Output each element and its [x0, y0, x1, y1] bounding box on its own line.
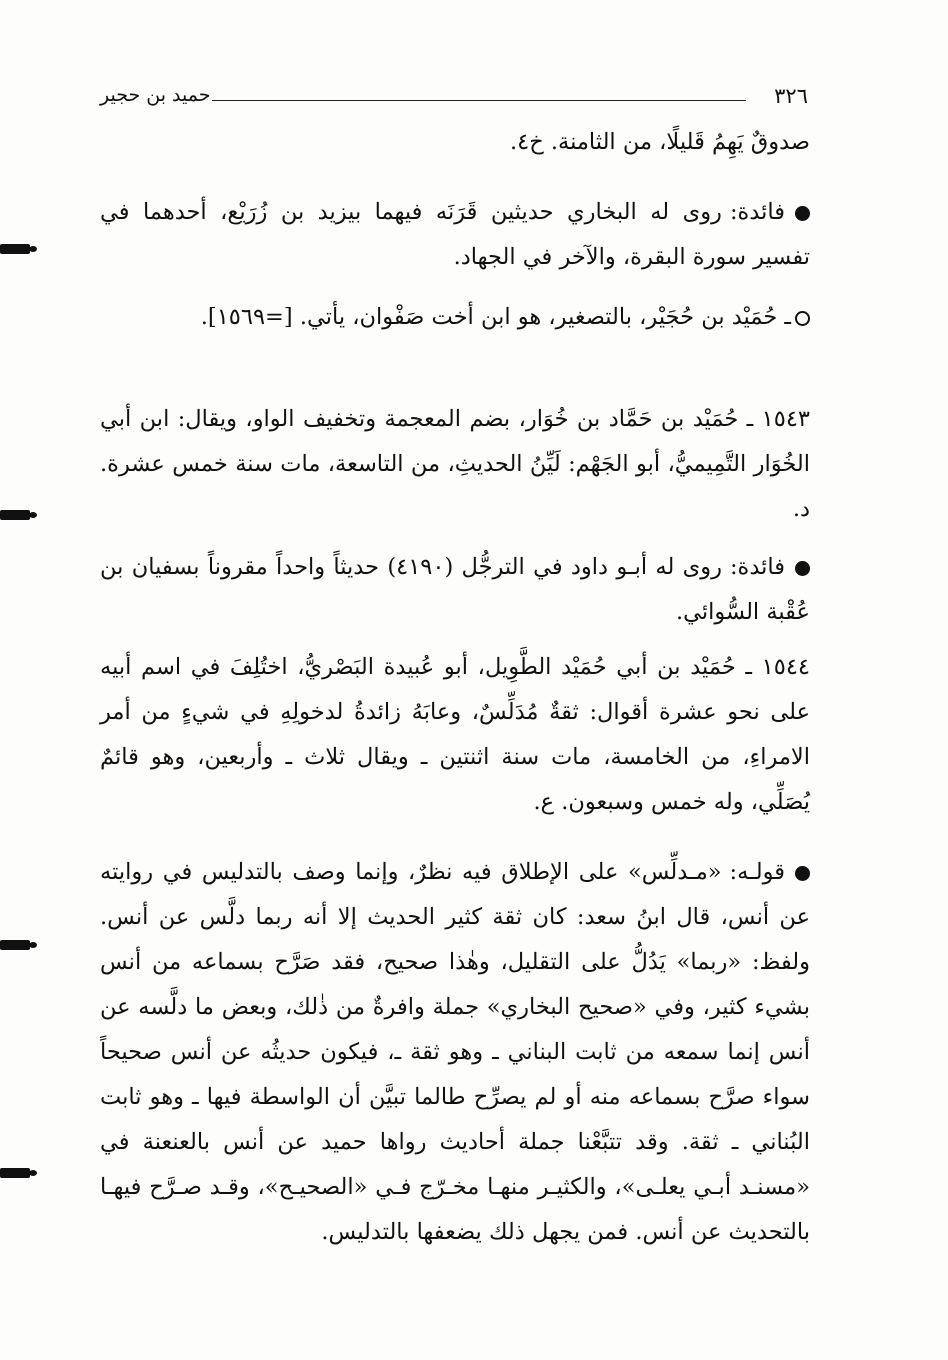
paragraph-text: ١٥٤٤ ـ حُمَيْد بن أبي حُمَيْد الطَّوِيل، أبو عُبيدة البَصْريُّ، اختُلِفَ في اسم أبيه على نحو عشرة أقوال: ثقةٌ مُدَلِّسٌ، وعابَهُ زائدةُ لدخولِهِ في شيءٍ من أمر الامراءِ، من الخامسة، مات سنة اثنتين ـ ويقال ثلاث ـ وأربعين، وهو قائمٌ يُصَلِّي، وله خمس وسبعون. ع. [100, 654, 810, 815]
paragraph-text: روى له البخاري حديثين قَرَنَه فيهما بيزيد بن زُرَيْع، أحدهما في تفسير سورة البقرة، والآخر في الجهاد. [100, 199, 810, 270]
bullet-icon [795, 866, 810, 881]
note-paragraph [100, 850, 810, 1255]
entry-1543 [100, 397, 810, 532]
header-rule [212, 100, 746, 101]
bullet-icon [795, 206, 810, 221]
note-label: قولـه: [729, 859, 785, 885]
page-header [100, 84, 808, 114]
paragraph-text: ـ حُمَيْد بن حُجَيْر، بالتصغير، هو ابن أخت صَفْوان، يأتي. [=١٥٦٩]. [200, 304, 791, 330]
entry-1544 [100, 645, 810, 825]
paragraph-text: صدوقٌ يَهِمُ قَليلًا، من الثامنة. خ٤. [509, 129, 810, 155]
note-paragraph [100, 545, 810, 635]
bullet-icon [795, 561, 810, 576]
paragraph-text: ١٥٤٣ ـ حُمَيْد بن حَمَّاد بن خُوَار، بضم المعجمة وتخفيف الواو، ويقال: ابن أبي الخُوَار التَّمِيميُّ، أبو الجَهْم: لَيِّنُ الحديثِ، من التاسعة، مات سنة خمس عشرة. د. [100, 406, 810, 522]
margin-marker [0, 940, 30, 950]
margin-marker [0, 244, 30, 254]
paragraph-continuation [100, 120, 810, 165]
cross-reference-entry [100, 295, 810, 340]
running-title: حميد بن حجير [100, 84, 211, 106]
margin-marker [0, 510, 30, 520]
note-label: فائدة: [729, 199, 785, 225]
note-paragraph [100, 190, 810, 280]
ring-icon [795, 311, 810, 326]
paragraph-text: «مـدلِّس» على الإطلاق فيه نظرٌ، وإنما وصف بالتدليس في روايته عن أنس، قال ابنُ سعد: كان ثقة كثير الحديث إلا أنه ربما دلَّس عن أنس. ولفظ: «ربما» يَدُلُّ على التقليل، وهٰذا صحيح، فقد صَرَّح بسماعه من أنس بشيء كثير، وفي «صحيح البخاري» جملة وافرةٌ من ذٰلك، وبعض ما دلَّسه عن أنس إنما سمعه من ثابت البناني ـ وهو ثقة ـ، فيكون حديثُه عن أنس صحيحاً سواء صرَّح بسماعه منه أو لم يصرِّح طالما تبيَّن أن الواسطة فيها ـ وهو ثابت البُناني ـ ثقة. وقد تتبَّعْنا جملة أحاديث رواها حميد عن أنس بالعنعنة في «مسنـد أبـي يعلـى»، والكثيـر منهـا مخـرّج فـي «الصحيـح»، وقـد صـرَّح فيهـا بالتحديث عن أنس. فمن يجهل ذلك يضعفها بالتدليس. [100, 859, 810, 1245]
paragraph-text: روى له أبـو داود في الترجُّل (٤١٩٠) حديثاً واحداً مقروناً بسفيان بن عُقْبة السُّوائي. [100, 554, 810, 625]
margin-marker [0, 1168, 30, 1178]
note-label: فائدة: [729, 554, 786, 580]
page-number: ٣٢٦ [774, 84, 808, 108]
